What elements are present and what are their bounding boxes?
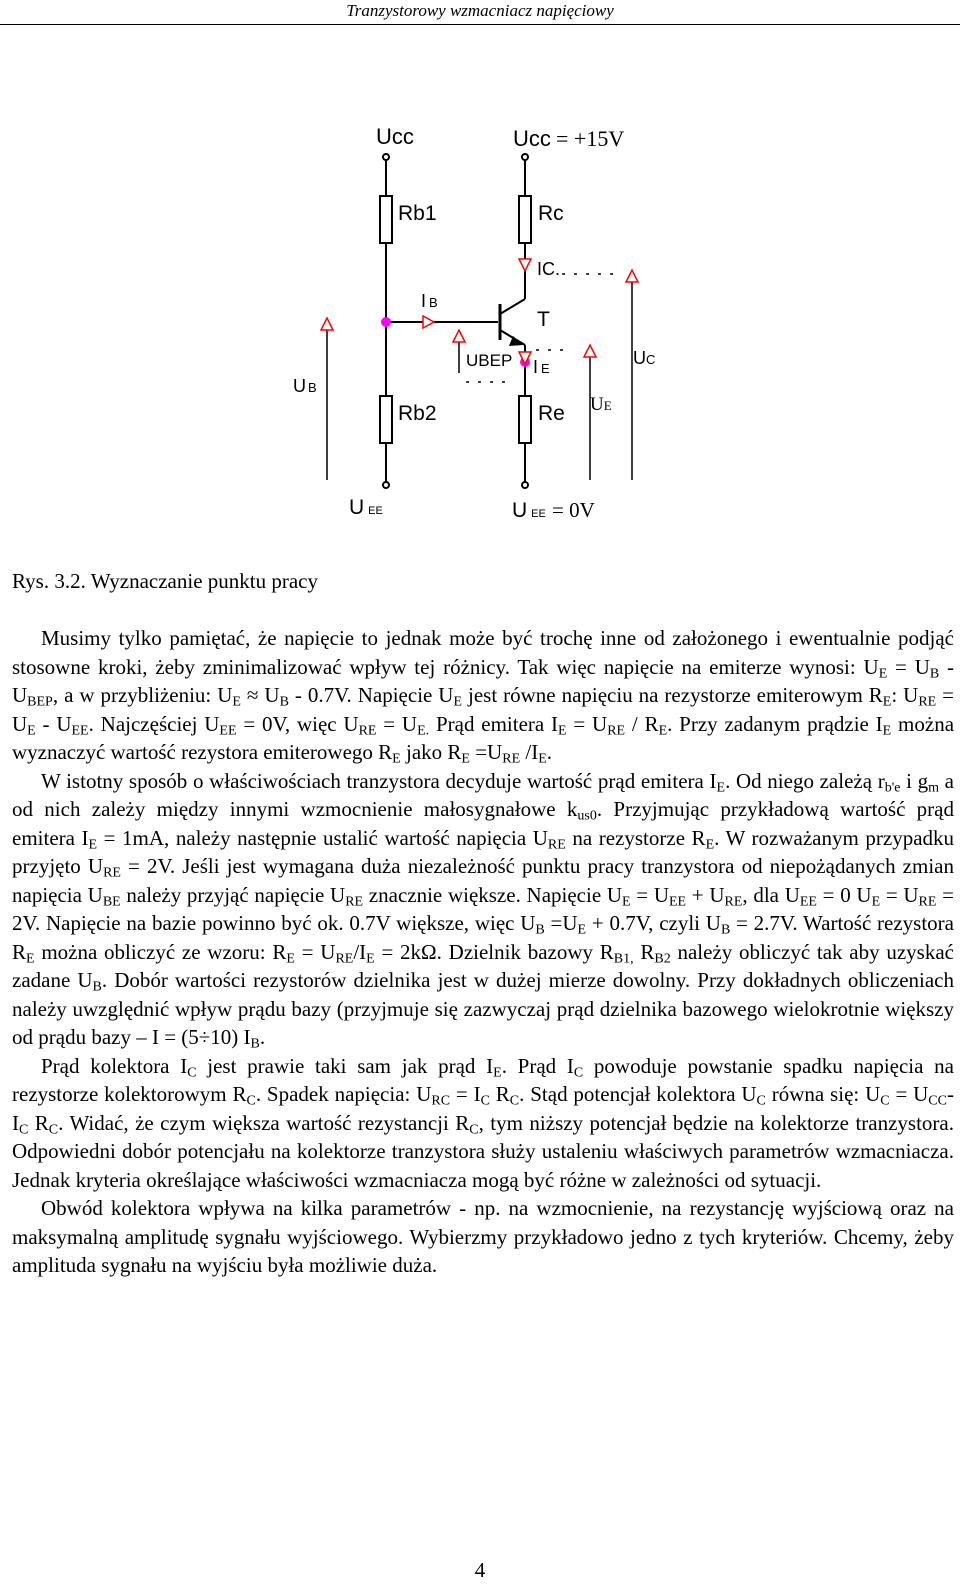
text-run: ≈ U bbox=[240, 683, 280, 707]
text-run: = U bbox=[887, 654, 930, 679]
subscript: E bbox=[453, 694, 463, 710]
text-run: - U bbox=[12, 654, 955, 707]
text-run: -I bbox=[12, 1082, 954, 1135]
subscript: E bbox=[577, 922, 587, 938]
text-run: , dla U bbox=[742, 882, 800, 907]
label-ucc-value: = +15V bbox=[556, 126, 625, 151]
subscript: B bbox=[535, 922, 545, 938]
resistor-rb1 bbox=[380, 196, 392, 243]
page-number: 4 bbox=[474, 1558, 486, 1582]
text-run: - 0.7V. Napięcie U bbox=[288, 683, 454, 707]
subscript: us0 bbox=[577, 808, 597, 824]
subscript: RE bbox=[335, 951, 354, 966]
text-run: = 0 U bbox=[816, 882, 872, 907]
paragraph-3 bbox=[12, 1052, 954, 1195]
text-run: . Prąd I bbox=[501, 1053, 574, 1078]
text-run: . Dobór wartości rezystorów dzielnika jest w dużej mierze dowolny. Przy dokładnych obliczeniach należy uwzględnić wpływ prądu bazy (przyjmuje się zazwyczaj prąd dzielnika bazowego wielokrotnie większy od prądu bazy – I = (5÷10) I bbox=[12, 968, 954, 1049]
resistor-re bbox=[519, 396, 531, 443]
subscript: C bbox=[509, 1093, 520, 1109]
junction-node-base bbox=[381, 317, 391, 327]
circuit-diagram bbox=[0, 0, 960, 560]
text-run: jest prawie taki sam jak prąd I bbox=[196, 1053, 494, 1078]
paragraph-4 bbox=[12, 1194, 954, 1280]
text-run: . bbox=[259, 1025, 266, 1049]
text-run: = 1mA, należy następnie ustalić wartość napięcia U bbox=[97, 825, 548, 850]
text-run: = U bbox=[889, 1082, 929, 1106]
resistor-rc bbox=[519, 196, 531, 243]
text-run: . Stąd potencjał kolektora U bbox=[519, 1082, 757, 1106]
subscript: E bbox=[705, 837, 715, 852]
subscript: C bbox=[187, 1065, 197, 1080]
text-run: na rezystorze R bbox=[565, 825, 706, 850]
ground-terminal-left bbox=[383, 482, 389, 488]
label-ie: I E bbox=[533, 357, 550, 377]
text-run: . W rozważanym przypadku przyjęto U bbox=[12, 825, 955, 878]
subscript: RE bbox=[502, 751, 521, 767]
label-ub: U B bbox=[293, 376, 317, 396]
text-run: . Przyjmując przykładową wartość prąd emitera I bbox=[12, 797, 955, 850]
text-run: R bbox=[489, 1082, 510, 1106]
arrow-uc-icon bbox=[626, 270, 638, 282]
arrow-ub-icon bbox=[321, 318, 333, 330]
label-ib: I B bbox=[421, 291, 438, 311]
subscript: E bbox=[286, 951, 295, 966]
label-re: Re bbox=[538, 402, 565, 425]
subscript: CC bbox=[928, 1093, 947, 1109]
text-run: Obwód kolektora wpływa na kilka parametrów - np. na wzmocnienie, na rezystancję wyjściową oraz na maksymalną amplitudę sygnału wyjściowego. Wybierzmy przykładowo jedno z tych kryteriów. Chcemy, żeby amplituda sygnału na wyjściu była możliwie duża. bbox=[12, 1196, 954, 1277]
text-run: R bbox=[633, 939, 655, 964]
subscript: B bbox=[92, 979, 102, 995]
text-run: W istotny sposób o właściwościach tranzystora decyduje wartość prąd emitera I bbox=[41, 768, 717, 793]
text-run: = U bbox=[630, 882, 669, 907]
text-run: . Od niego zależą r bbox=[725, 768, 885, 793]
text-run: Prąd emitera I bbox=[429, 711, 559, 736]
text-run: = U bbox=[376, 711, 418, 736]
text-run: . Przy zadanym prądzie I bbox=[667, 711, 883, 736]
text-run: Musimy tylko pamiętać, że napięcie to jednak może być trochę inne od założonego i ewentualnie podjąć stosowne kroki, żeby zminimalizować wpływ tej różnicy. Tak więc napięcie na emiterze wynosi: U bbox=[12, 626, 954, 679]
subscript: C bbox=[880, 1093, 890, 1109]
text-run: = 2.7V. Wartość rezystora R bbox=[12, 911, 954, 964]
supply-terminal-left bbox=[383, 154, 389, 160]
subscript: C bbox=[480, 1093, 490, 1109]
text-run: należy obliczyć tak aby uzyskać zadane U bbox=[12, 939, 954, 992]
text-run: równa się: U bbox=[765, 1082, 881, 1106]
resistor-rb2 bbox=[380, 396, 392, 443]
subscript: RE bbox=[547, 837, 566, 852]
label-ucc-left: Ucc bbox=[376, 124, 414, 149]
label-ic: IC. bbox=[537, 259, 561, 279]
text-run: : U bbox=[891, 683, 919, 707]
label-uc: UC bbox=[633, 348, 656, 368]
text-run: Prąd kolektora I bbox=[41, 1053, 188, 1078]
text-run: . Widać, że czym większa wartość rezystancji R bbox=[58, 1110, 470, 1135]
figure-caption: Rys. 3.2. Wyznaczanie punktu pracy bbox=[12, 569, 318, 593]
subscript: E bbox=[26, 951, 35, 966]
arrow-ic-icon bbox=[519, 259, 531, 271]
subscript: E bbox=[366, 951, 375, 966]
label-rb1: Rb1 bbox=[398, 202, 437, 225]
page-header: Tranzystorowy wzmacniacz napięciowy bbox=[346, 1, 614, 20]
subscript: RE bbox=[607, 723, 626, 738]
text-run: . Najczęściej U bbox=[88, 711, 220, 736]
subscript: E. bbox=[417, 723, 430, 738]
text-run: jest równe napięciu na rezystorze emiterowym R bbox=[462, 683, 883, 707]
label-rc: Rc bbox=[538, 202, 564, 225]
arrow-ib-icon bbox=[423, 316, 434, 328]
text-run: . Spadek napięcia: U bbox=[255, 1082, 432, 1106]
subscript: B bbox=[279, 694, 289, 710]
subscript: EE bbox=[799, 894, 817, 909]
text-run: można wyznaczyć wartość rezystora emiterowego R bbox=[12, 711, 955, 764]
text-run: a od nich zależy między innymi wzmocnienie małosygnałowe k bbox=[12, 768, 954, 821]
subscript: EE bbox=[219, 723, 237, 738]
text-run: R bbox=[28, 1110, 49, 1135]
subscript: b'e bbox=[884, 780, 901, 795]
label-ue: UE bbox=[590, 394, 612, 415]
label-t: T bbox=[537, 308, 550, 331]
subscript: E bbox=[538, 751, 547, 767]
subscript: RE bbox=[345, 894, 364, 909]
subscript: C bbox=[469, 1122, 479, 1137]
text-run: = U bbox=[12, 683, 955, 736]
text-run: , tym niższy potencjał będzie na kolektorze tranzystora. Odpowiedni dobór potencjału na kolektorze tranzystora służy ustaleniu właściwych parametrów wzmacniacza. Jednak kryteria określające właściwości wzmacniacza mogą być różne w zależności od sytuacji. bbox=[12, 1110, 954, 1192]
text-run: = 0V, więc U bbox=[236, 711, 359, 736]
text-run: jako R bbox=[400, 740, 462, 764]
subscript: E bbox=[658, 723, 668, 738]
text-run: /I bbox=[353, 939, 367, 964]
subscript: EE bbox=[668, 894, 687, 909]
label-ubep: UBEP bbox=[466, 351, 513, 370]
label-ucc-right: Ucc bbox=[513, 126, 551, 151]
text-run: . bbox=[546, 740, 553, 764]
text-run: znacznie większe. Napięcie U bbox=[363, 882, 623, 907]
arrow-ubep-icon bbox=[453, 330, 465, 342]
text-run: = 2kΩ. Dzielnik bazowy R bbox=[374, 939, 614, 964]
text-run: = 2V. Jeśli jest wymagana duża niezależność punktu pracy tranzystora od niepożądanych zmian napięcia U bbox=[12, 854, 954, 907]
text-run: powoduje powstanie spadku napięcia na rezystorze kolektorowym R bbox=[12, 1053, 954, 1106]
subscript: m bbox=[928, 780, 939, 795]
ground-terminal-right bbox=[522, 482, 528, 488]
subscript: RE bbox=[103, 865, 121, 881]
text-run: + 0.7V, czyli U bbox=[586, 911, 721, 935]
label-uee-left: UEE bbox=[349, 496, 383, 519]
text-run: =U bbox=[544, 911, 578, 935]
subscript: B bbox=[929, 666, 940, 681]
subscript: E bbox=[622, 894, 631, 909]
subscript: RC bbox=[431, 1093, 451, 1109]
paragraph-1 bbox=[12, 624, 954, 767]
text-run: należy przyjąć napięcie U bbox=[120, 882, 346, 907]
text-run: = U bbox=[880, 882, 919, 907]
text-run: + U bbox=[686, 882, 725, 907]
subscript: E bbox=[558, 723, 567, 738]
subscript: E bbox=[493, 1065, 502, 1080]
subscript: E bbox=[716, 780, 726, 795]
subscript: E bbox=[878, 666, 888, 681]
subscript: E bbox=[882, 723, 892, 738]
text-run: i g bbox=[900, 768, 929, 793]
text-run: = U bbox=[566, 711, 608, 736]
label-uee-value: = 0V bbox=[552, 498, 595, 522]
text-run: , a w przybliżeniu: U bbox=[52, 683, 233, 707]
label-uee-right: UEE bbox=[512, 499, 546, 522]
subscript: E bbox=[27, 723, 36, 738]
supply-terminal-right bbox=[522, 154, 528, 160]
arrow-ue-icon bbox=[584, 345, 596, 357]
subscript: B2 bbox=[654, 951, 671, 966]
subscript: RE bbox=[918, 894, 937, 909]
subscript: E bbox=[882, 694, 892, 710]
subscript: RE bbox=[724, 894, 743, 909]
subscript: C bbox=[19, 1122, 29, 1137]
subscript: RE bbox=[358, 723, 377, 738]
subscript: E bbox=[232, 694, 241, 710]
subscript: E bbox=[461, 751, 470, 767]
paragraph-2 bbox=[12, 767, 954, 1052]
subscript: B bbox=[720, 922, 731, 938]
text-run: = 2V. Napięcie na bazie powinno być ok. 0.7V większe, więc U bbox=[12, 882, 954, 935]
text-run: - U bbox=[35, 711, 72, 736]
subscript: C bbox=[48, 1122, 59, 1137]
subscript: C bbox=[756, 1093, 766, 1109]
body-text bbox=[12, 624, 954, 1280]
text-run: / R bbox=[625, 711, 659, 736]
text-run: można obliczyć ze wzoru: R bbox=[34, 939, 287, 964]
subscript: E bbox=[392, 751, 401, 767]
subscript: B1, bbox=[613, 951, 634, 966]
subscript: C bbox=[573, 1065, 584, 1080]
text-run: /I bbox=[520, 740, 539, 764]
subscript: E bbox=[871, 894, 881, 909]
subscript: BEP bbox=[27, 694, 53, 710]
subscript: E bbox=[88, 837, 98, 852]
text-run: =U bbox=[469, 740, 503, 764]
subscript: BE bbox=[102, 894, 121, 909]
subscript: C bbox=[246, 1093, 256, 1109]
text-run: = U bbox=[294, 939, 336, 964]
text-run: = I bbox=[450, 1082, 481, 1106]
label-rb2: Rb2 bbox=[398, 402, 437, 425]
subscript: B bbox=[250, 1036, 260, 1052]
subscript: EE bbox=[71, 723, 89, 738]
subscript: RE bbox=[918, 694, 937, 710]
